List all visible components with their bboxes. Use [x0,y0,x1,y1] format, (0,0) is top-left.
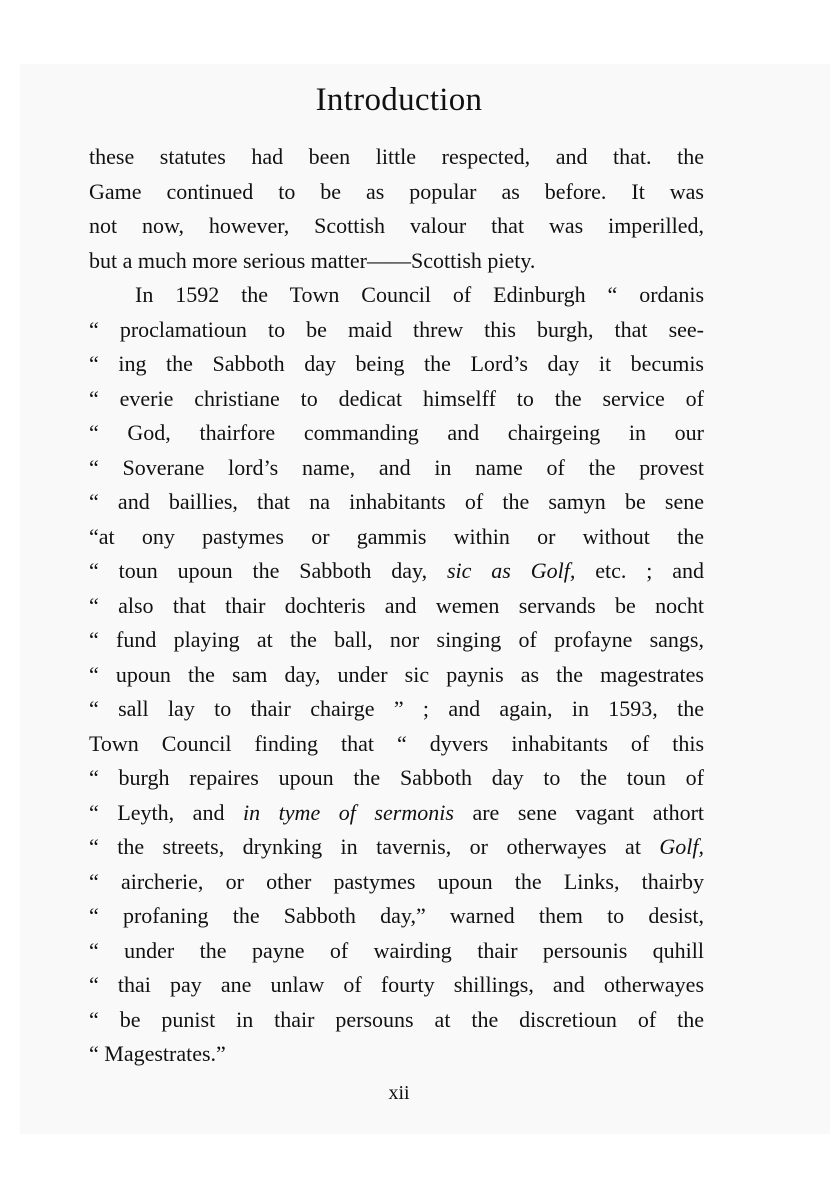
text-segment: “ fund playing at the ball, nor singing of profayne sangs, [89,627,704,652]
text-segment: “ burgh repaires upoun the Sabboth day to the toun of [89,765,704,790]
text-segment: “ Magestrates.” [89,1041,226,1066]
text-line [89,658,704,693]
text-segment: etc. ; and [575,558,704,583]
body-text [89,140,704,1072]
text-line [89,382,704,417]
text-segment: “ toun upoun the Sabboth day, [89,558,447,583]
text-line [89,968,704,1003]
text-line [89,899,704,934]
text-line [89,140,704,175]
text-line [89,278,704,313]
text-segment: but a much more serious matter——Scottish piety. [89,247,536,273]
text-line [89,623,704,658]
text-segment: In 1592 the Town Council of Edinburgh “ ordanis [135,282,704,307]
text-segment: “ God, thairfore commanding and chairgeing in our [89,420,704,445]
text-line [89,1003,704,1038]
text-segment: “ ing the Sabboth day being the Lord’s day it becumis [89,351,704,376]
text-segment: “ Soverane lord’s name, and in name of the provest [89,454,704,480]
text-line [89,485,704,520]
running-header-title: Introduction [315,82,483,118]
text-segment: Game continued to be as popular as before. It was [89,178,704,204]
text-line [89,244,704,279]
text-line [89,934,704,969]
text-segment: “ aircherie, or other pastymes upoun the Links, thairby [89,868,704,894]
italic-text-segment: sic as Golf, [446,558,576,583]
text-line [89,692,704,727]
text-segment: “ be punist in thair persouns at the discretioun of the [89,1006,704,1032]
text-line [89,175,704,210]
text-segment: are sene vagant athort [453,799,705,825]
page-number: xii [388,1082,410,1104]
text-line [89,209,704,244]
text-line [89,347,704,382]
text-line [89,554,704,589]
text-segment: “ the streets, drynking in tavernis, or otherwayes at [89,834,660,859]
text-segment: “ and baillies, that na inhabitants of the samyn be sene [89,489,704,514]
text-segment: “at ony pastymes or gammis within or without the [89,523,704,549]
text-line [89,830,704,865]
text-line [89,1037,704,1072]
text-segment: “ Leyth, and [89,799,244,825]
text-line [89,865,704,900]
text-segment: “ everie christiane to dedicat himselff to the service of [89,385,704,411]
text-segment: “ sall lay to thair chairge ” ; and again, in 1593, the [89,696,704,721]
text-segment: “ thai pay ane unlaw of fourty shillings, and otherwayes [89,972,704,997]
text-line [89,589,704,624]
italic-text-segment: Golf, [659,834,704,859]
text-line [89,416,704,451]
text-segment: these statutes had been little respected, and that. the [89,144,704,169]
text-segment: “ upoun the sam day, under sic paynis as the magestrates [89,661,704,687]
text-line [89,520,704,555]
text-line [89,761,704,796]
text-segment: Town Council finding that “ dyvers inhabitants of this [89,730,704,756]
text-line [89,727,704,762]
text-segment: not now, however, Scottish valour that was imperilled, [89,213,704,238]
text-segment: “ profaning the Sabboth day,” warned them to desist, [89,903,704,928]
text-line [89,313,704,348]
text-segment: “ proclamatioun to be maid threw this burgh, that see- [89,316,704,342]
text-segment: “ under the payne of wairding thair persounis quhill [89,937,704,963]
text-line [89,796,704,831]
text-line [89,451,704,486]
text-segment: “ also that thair dochteris and wemen servands be nocht [89,592,704,618]
italic-text-segment: in tyme of sermonis [243,799,454,825]
